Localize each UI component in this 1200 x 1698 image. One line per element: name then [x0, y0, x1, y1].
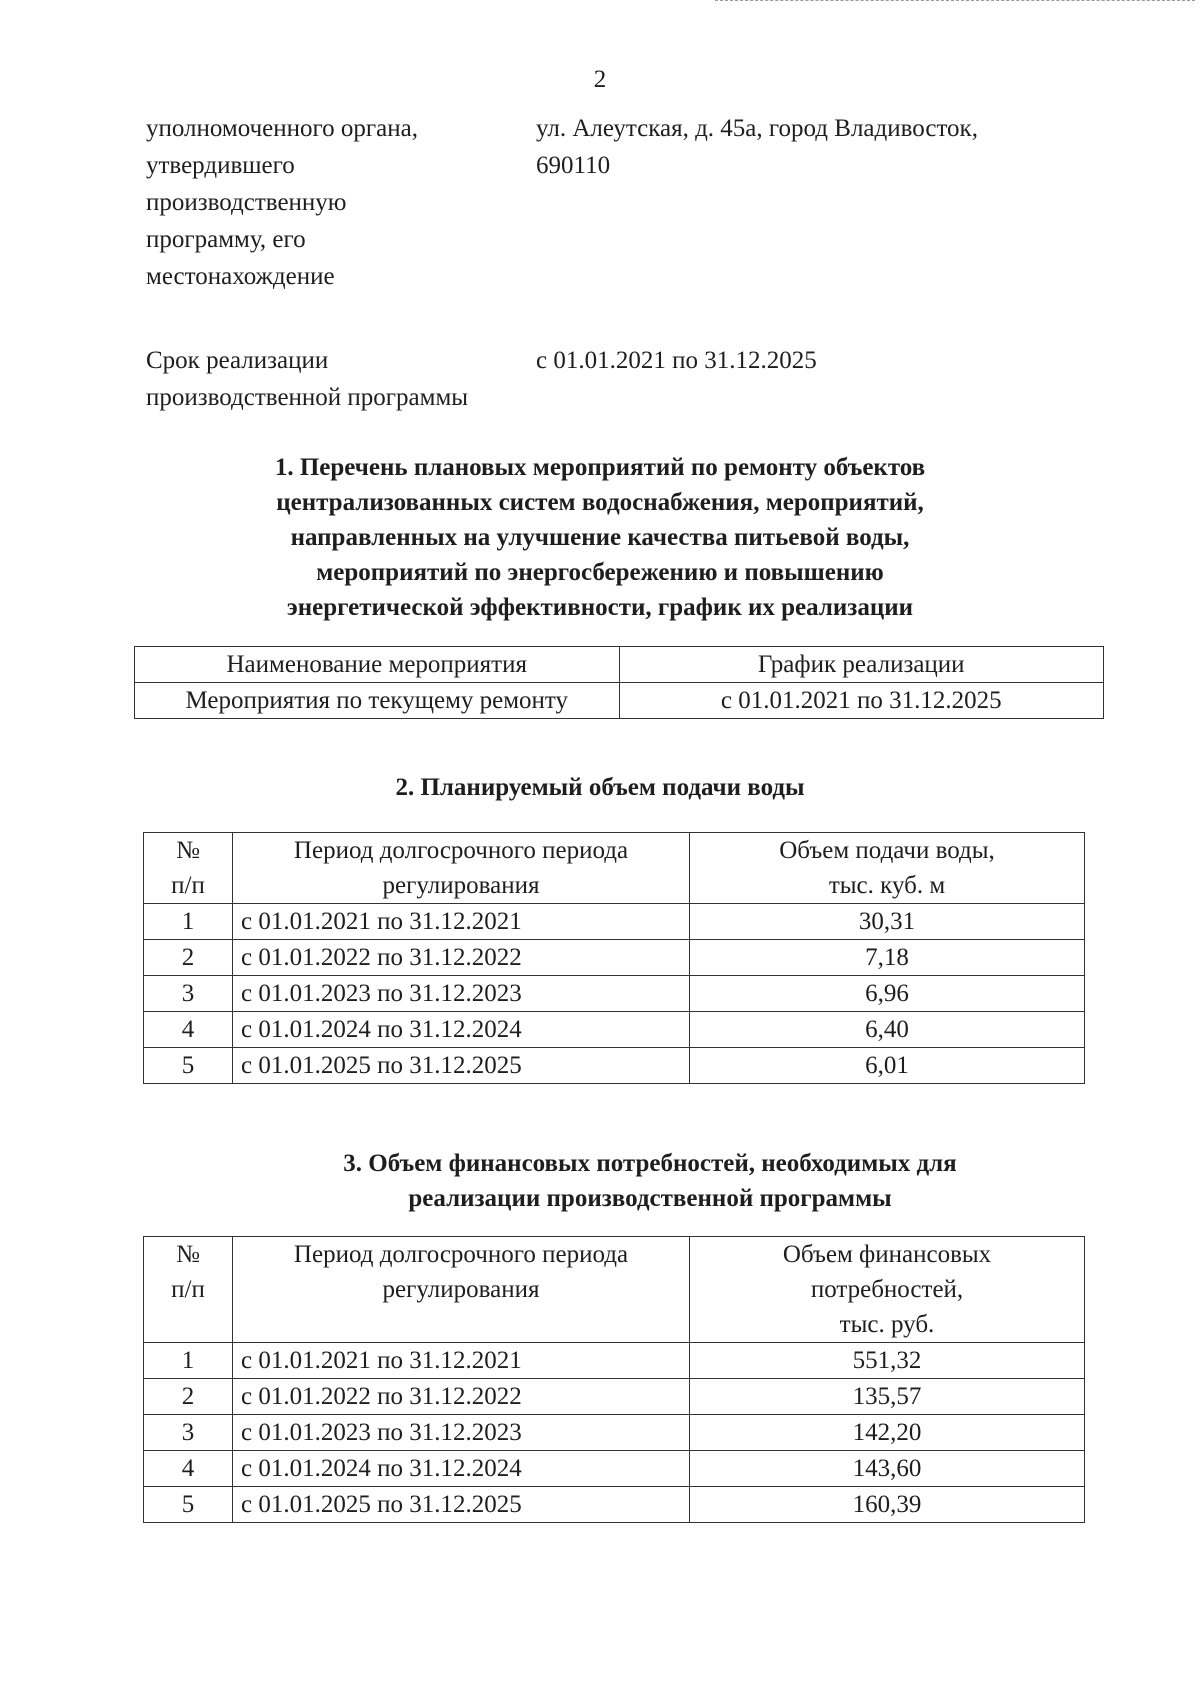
table-row: 4 с 01.01.2024 по 31.12.2024 6,40 — [144, 1012, 1085, 1048]
table-row: 5 с 01.01.2025 по 31.12.2025 6,01 — [144, 1048, 1085, 1084]
header-cell-period: Период долгосрочного периода регулирования — [233, 833, 690, 904]
table-row: 1 с 01.01.2021 по 31.12.2021 551,32 — [144, 1343, 1085, 1379]
header-cell-finance: Объем финансовых потребностей, тыс. руб. — [690, 1237, 1085, 1343]
header-cell-period: Период долгосрочного периода регулирования — [233, 1237, 690, 1343]
financial-needs-table — [143, 1236, 1085, 1523]
table-header-row — [144, 833, 1085, 904]
header-cell-number: № п/п — [144, 1237, 233, 1343]
water-volume-table — [143, 832, 1085, 1084]
table-row — [135, 683, 1104, 719]
info-label: Срок реализации производственной программы — [146, 347, 469, 411]
table-cell: с 01.01.2021 по 31.12.2025 — [619, 683, 1104, 719]
info-row-authority — [146, 110, 1066, 295]
table-row: 3 с 01.01.2023 по 31.12.2023 142,20 — [144, 1415, 1085, 1451]
info-value: ул. Алеутская, д. 45а, город Владивосток, 690110 — [536, 115, 978, 179]
info-value: с 01.01.2021 по 31.12.2025 — [536, 347, 817, 374]
table-row: 1 с 01.01.2021 по 31.12.2021 30,31 — [144, 904, 1085, 940]
section1-heading: 1. Перечень плановых мероприятий по ремонту объектов централизованных систем водоснабжения, мероприятий, направленных на улучшение качества питьевой воды, мероприятий по энергосбережению и повышению энергетической эффективности, график их реализации — [274, 454, 926, 621]
info-label: уполномоченного органа, утвердившего производственную программу, его местонахождение — [146, 115, 418, 290]
scan-edge-line — [715, 0, 1195, 1]
header-cell-volume: Объем подачи воды, тыс. куб. м — [690, 833, 1085, 904]
info-row-term — [146, 342, 1066, 416]
table-row: 2 с 01.01.2022 по 31.12.2022 135,57 — [144, 1379, 1085, 1415]
header-cell: График реализации — [619, 647, 1104, 683]
table-row: 2 с 01.01.2022 по 31.12.2022 7,18 — [144, 940, 1085, 976]
section2-heading: 2. Планируемый объем подачи воды — [395, 774, 805, 801]
table-header-row — [144, 1237, 1085, 1343]
table-row: 5 с 01.01.2025 по 31.12.2025 160,39 — [144, 1487, 1085, 1523]
header-cell-number: № п/п — [144, 833, 233, 904]
table-header-row — [135, 647, 1104, 683]
header-cell: Наименование мероприятия — [135, 647, 620, 683]
table-row: 4 с 01.01.2024 по 31.12.2024 143,60 — [144, 1451, 1085, 1487]
measures-table — [134, 646, 1104, 719]
section3-heading: 3. Объем финансовых потребностей, необходимых для реализации производственной программы — [343, 1150, 957, 1212]
page-number: 2 — [593, 66, 607, 93]
table-cell: Мероприятия по текущему ремонту — [135, 683, 620, 719]
table-row: 3 с 01.01.2023 по 31.12.2023 6,96 — [144, 976, 1085, 1012]
